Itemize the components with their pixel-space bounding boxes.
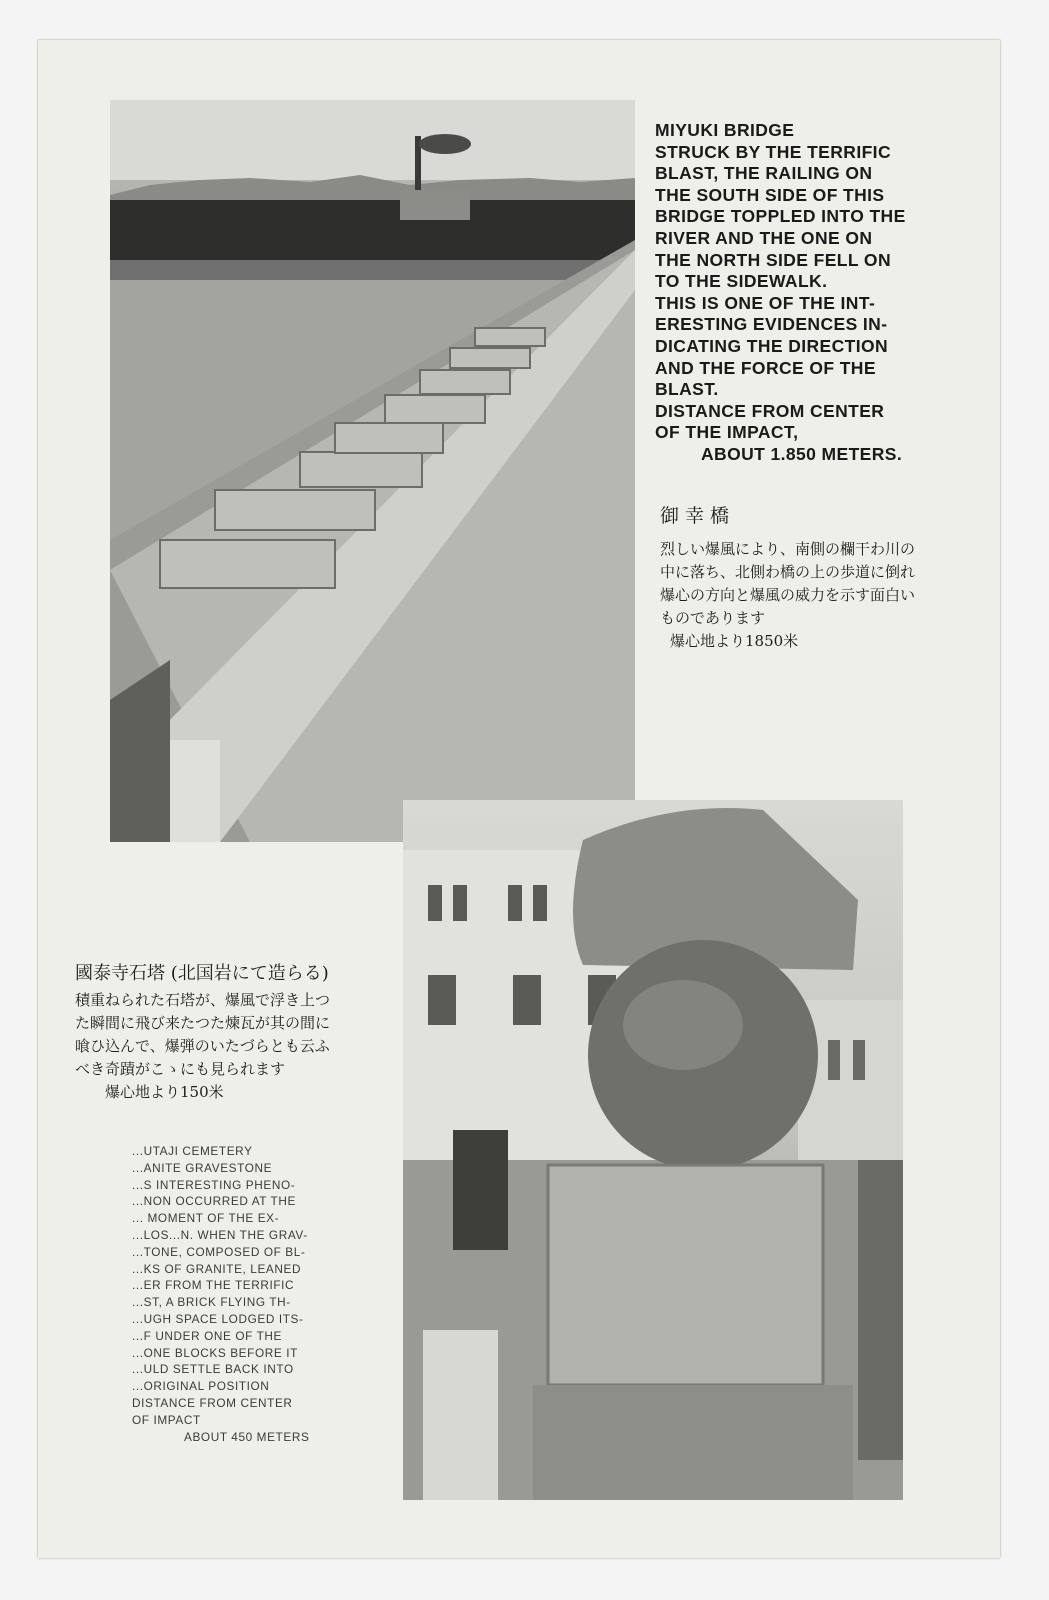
caption-line: ...S INTERESTING PHENO- [132,1177,296,1192]
caption-line: ...ANITE GRAVESTONE [132,1160,273,1175]
caption-line: ...UGH SPACE LODGED ITS- [132,1311,304,1326]
jp-distance: 爆心地より150米 [105,1083,224,1101]
caption-line: THE SOUTH SIDE OF THIS [655,184,885,205]
caption-line: ...ULD SETTLE BACK INTO [132,1362,294,1377]
caption-line: RIVER AND THE ONE ON [655,227,873,248]
caption-line: ...ONE BLOCKS BEFORE IT [132,1345,298,1360]
caption-line: ERESTING EVIDENCES IN- [655,314,888,335]
jp-line: 烈しい爆風により、南側の欄干わ川の [660,540,916,558]
jp-title: 御幸橋 [660,505,736,527]
caption-distance: ABOUT 450 METERS [184,1429,310,1444]
jp-title: 國泰寺石塔 (北国岩にて造らる) [75,963,329,984]
caption-line: THE NORTH SIDE FELL ON [655,249,891,270]
miyuki-english-caption [655,120,955,466]
caption-line: MIYUKI BRIDGE [655,120,795,140]
caption-line: TO THE SIDEWALK. [655,271,828,292]
jp-distance: 爆心地より1850米 [670,632,799,650]
caption-line: ...ORIGINAL POSITION [132,1379,270,1394]
caption-line: DICATING THE DIRECTION [655,335,889,356]
caption-line: OF IMPACT [132,1412,201,1427]
caption-line: STRUCK BY THE TERRIFIC [655,141,891,162]
caption-line: ...LOS...N. WHEN THE GRAV- [132,1227,308,1242]
caption-line: BLAST, THE RAILING ON [655,163,873,184]
caption-line: ...F UNDER ONE OF THE [132,1328,283,1343]
jp-line: 積重ねられた石塔が、爆風で浮き上つ [75,991,331,1009]
jp-line: 喰ひ込んで、爆弾のいたづらとも云ふ [75,1037,330,1055]
caption-line: ...ER FROM THE TERRIFIC [132,1278,295,1293]
bridge-illustration [110,100,635,842]
jp-line: べき奇蹟がこゝにも見られます [75,1060,286,1078]
caption-line: ...KS OF GRANITE, LEANED [132,1261,302,1276]
jp-line: 爆心の方向と爆風の威力を示す面白い [660,586,916,604]
caption-line: BLAST. [655,379,719,400]
kokutaiji-japanese-caption [75,962,395,1104]
miyuki-bridge-photo [110,100,635,842]
caption-line: ...TONE, COMPOSED OF BL- [132,1244,306,1259]
jp-line: た瞬間に飛び来たつた煉瓦が其の間に [75,1014,331,1032]
caption-line: BRIDGE TOPPLED INTO THE [655,206,906,227]
caption-line: DISTANCE FROM CENTER [132,1395,293,1410]
caption-distance: ABOUT 1.850 METERS. [701,443,903,464]
kokutaiji-english-caption [132,1143,372,1445]
jp-line: 中に落ち、北側わ橋の上の歩道に倒れ [660,563,916,581]
caption-line: ...NON OCCURRED AT THE [132,1194,296,1209]
caption-line: ...UTAJI CEMETERY [132,1144,253,1158]
caption-line: ...ST, A BRICK FLYING TH- [132,1295,291,1310]
caption-line: AND THE FORCE OF THE [655,357,876,378]
gravestone-illustration [403,800,903,1500]
caption-line: THIS IS ONE OF THE INT- [655,292,876,313]
caption-line: ... MOMENT OF THE EX- [132,1211,280,1226]
miyuki-japanese-caption [660,505,970,653]
caption-line: OF THE IMPACT, [655,422,799,443]
gravestone-photo [403,800,903,1500]
caption-line: DISTANCE FROM CENTER [655,400,885,421]
jp-line: ものであります [660,609,766,627]
